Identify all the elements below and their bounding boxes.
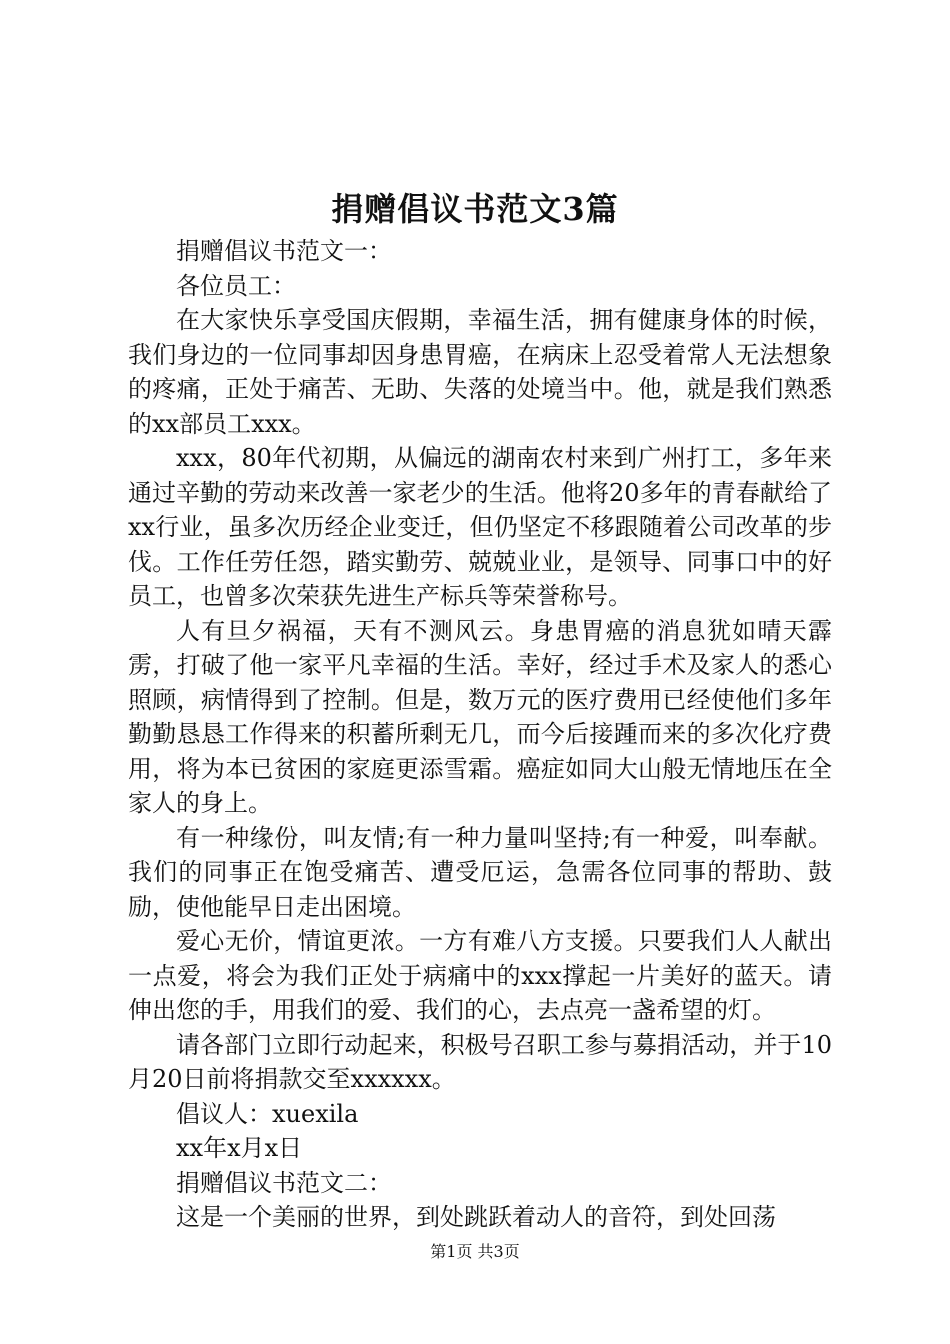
body-paragraph: xxx，80年代初期，从偏远的湖南农村来到广州打工，多年来通过辛勤的劳动来改善一家老少的生活。他将20多年的青春献给了xx行业，虽多次历经企业变迁，但仍坚定不移跟随着公司改革的步伐。工作任劳任怨，踏实勤劳、兢兢业业，是领导、同事口中的好员工，也曾多次荣获先进生产标兵等荣誉称号。	[128, 444, 832, 610]
salutation: 各位员工：	[176, 271, 296, 300]
signature-date: xx年x月x日	[176, 1134, 303, 1162]
body-paragraph: 爱心无价，情谊更浓。一方有难八方支援。只要我们人人献出一点爱，将会为我们正处于病痛中的xxx撑起一片美好的蓝天。请伸出您的手，用我们的爱、我们的心，去点亮一盏希望的灯。	[128, 927, 832, 1024]
body-paragraph: 这是一个美丽的世界，到处跳跃着动人的音符，到处回荡	[176, 1203, 776, 1231]
body-paragraph: 请各部门立即行动起来，积极号召职工参与募捐活动，并于10月20日前将捐款交至xxxxxx。	[128, 1030, 832, 1093]
body-paragraph: 在大家快乐享受国庆假期，幸福生活，拥有健康身体的时候，我们身边的一位同事却因身患胃癌，在病床上忍受着常人无法想象的疼痛，正处于痛苦、无助、失落的处境当中。他，就是我们熟悉的xx部员工xxx。	[128, 306, 832, 438]
body-paragraph: 有一种缘份，叫友情;有一种力量叫坚持;有一种爱，叫奉献。我们的同事正在饱受痛苦、遭受厄运，急需各位同事的帮助、鼓励，使他能早日走出困境。	[128, 823, 832, 921]
document-body	[128, 234, 832, 1235]
section-heading-2: 捐赠倡议书范文二：	[176, 1168, 392, 1197]
document-title: 捐赠倡议书范文3篇	[331, 190, 619, 228]
page-footer: 第1页 共3页	[430, 1242, 520, 1261]
signature-initiator: 倡议人：xuexila	[176, 1099, 359, 1128]
section-heading-1: 捐赠倡议书范文一：	[176, 237, 392, 265]
body-paragraph: 人有旦夕祸福，天有不测风云。身患胃癌的消息犹如晴天霹雳，打破了他一家平凡幸福的生活。幸好，经过手术及家人的悉心照顾，病情得到了控制。但是，数万元的医疗费用已经使他们多年勤勤恳恳工作得来的积蓄所剩无几，而今后接踵而来的多次化疗费用，将为本已贫困的家庭更添雪霜。癌症如同大山般无情地压在全家人的身上。	[128, 616, 832, 817]
